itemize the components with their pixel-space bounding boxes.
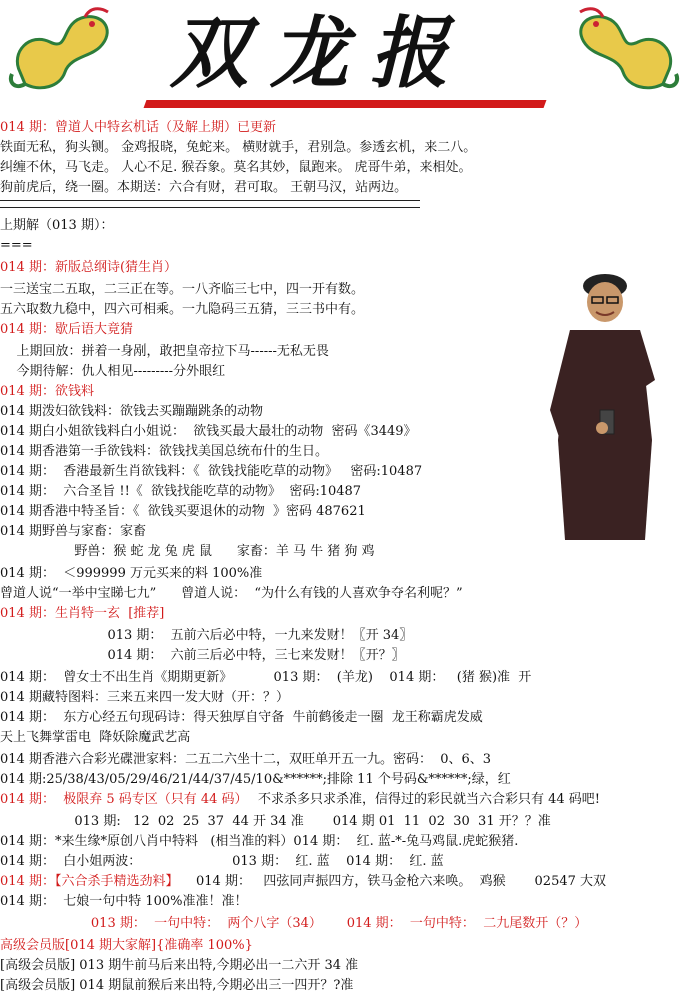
separator-rule [0, 200, 420, 208]
text-line: 014 期：【六合杀手精选劲料】 [0, 874, 179, 889]
text-line: 014 期：歇后语大竟猜 [0, 322, 133, 337]
text-line: 014 期:25/38/43/05/29/46/21/44/37/45/10&******;排除 11 个号码&******;绿，红 [0, 772, 511, 787]
text-line: 014 期：生肖特一玄 [推荐] [0, 606, 165, 621]
text-line: 014 期： 白小姐两波： 013 期： 红. 蓝 014 期： 红. 蓝 [0, 854, 444, 869]
text-line: === [0, 238, 33, 253]
text-line: 013 期: 12 02 25 37 44 开 34 准 014 期 01 11 02 30 31 开？？准 [0, 814, 551, 829]
text-line: 高级会员版[014 期大家解]{准确率 100%} [0, 938, 253, 953]
text-line: 不求杀多只求杀准，信得过的彩民就当六合彩只有 44 码吧! [258, 792, 601, 807]
text-line: 014 期香港第一手欲钱料：欲钱找美国总统布什的生日。 [0, 444, 328, 459]
dragon-left-icon [0, 2, 130, 98]
text-line: 014 期野兽与家畜：家畜 [0, 524, 146, 539]
text-line: [高级会员版] 013 期牛前马后来出特,今期必出一二六开 34 准 [0, 958, 359, 973]
text-line: 014 期： ＜999999 万元买来的料 100%准 [0, 566, 263, 581]
text-line: 014 期： 六合圣旨 !!《 欲钱找能吃草的动物》 密码:10487 [0, 484, 362, 499]
text-line: 曾道人说“一举中宝睇七九” 曾道人说： “为什么有钱的人喜欢争夺名利呢？” [0, 586, 463, 601]
text-line: 上期回放：拼着一身剐，敢把皇帝拉下马------无私无畏 [0, 344, 329, 359]
text-line: 013 期： 五前六后必中特，一九来发财！〖开 34〗 [0, 628, 413, 643]
text-line: 014 期白小姐欲钱料白小姐说： 欲钱买最大最壮的动物 密码《3449》 [0, 424, 417, 439]
text-line: 013 期： 一句中特： 两个八字（34） 014 期： 一句中特： 二九尾数开（？） [0, 916, 588, 931]
text-line: 014 期： 曾女士不出生肖《期期更新》 013 期： (羊龙) 014 期： (猪 猴)准 开 [0, 670, 532, 685]
text-line: 014 期： 香港最新生肖欲钱料：《 欲钱找能吃草的动物》 密码:10487 [0, 464, 423, 479]
newspaper-title: 双龙报 [170, 8, 471, 99]
text-line: 014 期香港中特圣旨：《 欲钱买要退休的动物 》密码 487621 [0, 504, 366, 519]
text-line: 014 期： 七娘一句中特 100%准准！准！ [0, 894, 248, 909]
dragon-right-icon [558, 2, 688, 98]
text-line: 铁面无私，狗头铡。 金鸡报晓，兔蛇来。 横财就手，君别急。参透玄机，来二八。 [0, 140, 477, 155]
man-portrait-image [530, 250, 680, 550]
text-line: 一三送宝二五取，二三正在等。一八齐临三七中，四一开有数。 [0, 282, 365, 297]
text-line: 014 期： 六前三后必中特，三七来发财！〖开？〗 [0, 648, 405, 663]
text-line: 014 期：曾道人中特玄机话（及解上期）已更新 [0, 120, 276, 135]
text-line: 野兽：猴 蛇 龙 兔 虎 鼠 家畜：羊 马 牛 猪 狗 鸡 [0, 544, 375, 559]
text-line: 014 期香港六合彩光碟泄家料：二五二六坐十二，双旺单开五一九。密码： 0、6、3 [0, 752, 492, 767]
masthead [0, 0, 688, 120]
text-line: 天上飞舞掌雷电 降妖除魔武艺高 [0, 730, 191, 745]
text-line: 014 期泼妇欲钱料：欲钱去买蹦蹦跳条的动物 [0, 404, 263, 419]
text-line: 上期解（013 期）： [0, 218, 114, 233]
text-line: 五六取数九稳中，四六可相乘。一九隐码三五猜，三三书中有。 [0, 302, 365, 317]
text-line: 狗前虎后，绕一圈。本期送：六合有财，君可取。 王朝马汉，站两边。 [0, 180, 408, 195]
text-line: 014 期： 极限弃 5 码专区（只有 44 码） [0, 792, 248, 807]
text-line: 014 期：欲钱料 [0, 384, 94, 399]
text-line: 014 期：新版总纲诗(猜生肖） [0, 260, 178, 275]
text-line: 014 期： 东方心经五句现码诗：得天独厚自守备 牛前鹤後走一圈 龙王称霸虎发威 [0, 710, 483, 725]
text-line: [高级会员版] 014 期鼠前猴后来出特,今期必出三一四开？?准 [0, 978, 354, 993]
text-line: 014 期藏特图料：三来五来四一发大财（开：？） [0, 690, 289, 705]
title-underline [144, 100, 547, 108]
text-line: 014 期：*来生缘*原创八肖中特料 (相当准的料）014 期： 红. 蓝-*-兔马鸡鼠.虎蛇猴猪. [0, 834, 519, 849]
text-line: 014 期： 四弦同声振四方，铁马金枪六来唤。 鸡猴 02547 大双 [196, 874, 607, 889]
text-line: 今期待解：仇人相见---------分外眼红 [0, 364, 226, 379]
text-line: 纠缠不休，马飞走。 人心不足. 猴吞象。莫名其妙，鼠跑来。 虎哥牛弟，来相处。 [0, 160, 472, 175]
